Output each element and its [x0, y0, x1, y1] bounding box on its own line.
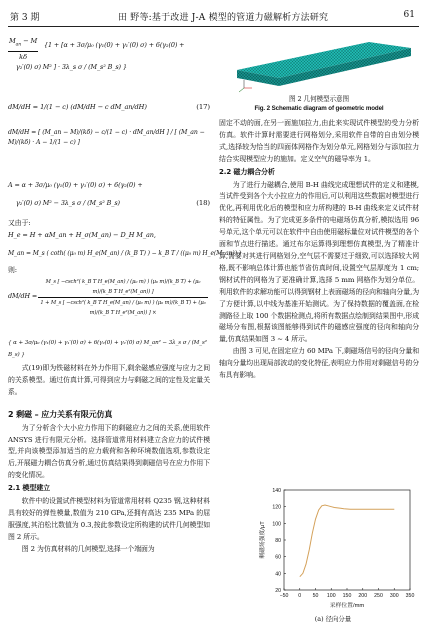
plot-frame — [284, 490, 410, 590]
right-column — [219, 36, 419, 382]
eq18-line1: A = α + 3σ/μ₀ (γ₁(0) + γ₁′(0) σ) + 6(γ₂(0) + — [8, 181, 143, 189]
eq17-body: dM/dH = 1/(1 − c) (dM/dH − c dM_an/dH) — [8, 103, 147, 111]
x-tick-label: 250 — [374, 593, 383, 599]
figure-3a-subcaption: (a) 径向分量 — [314, 615, 352, 623]
y-tick-label: 40 — [275, 571, 281, 578]
paragraph-boundary-conditions: 固定不动的面,在另一面施加拉力,由此来实现试件模型的受力分析仿真。软件计算时需要进行网格划分,采用软件自带的自由划分模式,选择较为恰当的四面体网格作为划分单元,网格划分与添加拉力结合实现模型应力的施加。定义空气的磁导率为 1。 — [219, 119, 419, 163]
y-axis-label: 剩磁场强度/μT — [260, 521, 266, 559]
eq17-number: (17) — [196, 103, 210, 111]
header-rule — [8, 26, 419, 27]
series-line — [300, 505, 395, 577]
left-column — [8, 36, 241, 556]
y-tick-label: 100 — [272, 521, 281, 528]
man-equation: M_an = M_s ( coth( (μ₀ m) H_e(M_an) / (k_B T) ) − k_B T / ((μ₀ m) H_e(M_an)) ) — [8, 250, 241, 257]
equation-17 — [8, 98, 210, 124]
y-tick-label: 80 — [275, 538, 281, 544]
x-tick-label: 150 — [342, 593, 352, 599]
x-axis-label: 采样位置/mm — [329, 603, 365, 609]
eq16-line2: γ₂′(0) σ) M² ] · 3λ_s σ / (M_s² B_s) } — [16, 63, 127, 71]
y-tick-label: 140 — [272, 488, 281, 494]
figure-2 — [219, 36, 419, 94]
eq18-line2: γ₂′(0) σ) M² − 3λ_s σ / (M_s² B_s) — [16, 199, 120, 207]
equation-17b — [8, 124, 210, 178]
paragraph-sec2-intro: 为了分析含个大小应力作用下的剩磁应力之间的关系,使用软件 ANSYS 进行有限元分析。选择管道常用材料建立含应力的试件模型,并向该模型添加适当的应力载荷和各种环境数值选项,参数设定后,开展磁力耦合仿真分析,通过仿真结果得到剩磁信号在应力作用下的变化情况。 — [8, 423, 210, 480]
eq17b-body: dM/dH = [ (M_an − M)/(kδ) − c/(1 − c) · dM_an/dH ] / [ (M_an − M)/(kδ) · A − 1/(1 − c) ] — [8, 129, 205, 146]
running-title: 田 野等:基于改进 J-A 模型的管道力磁解析方法研究 — [118, 13, 329, 23]
section-2-1-heading: 2.1 模型建立 — [8, 484, 51, 493]
eq18-number: (18) — [196, 199, 210, 207]
section-2-2-heading: 2.2 磁力耦合分析 — [219, 167, 275, 176]
eq19-numerator: M_s [ −csch²( k_B T H_e(M_an) / (μ₀ m) ) (μ₀ m)/(k_B T) + (μ₀ m)/(k_B T H_e²(M_an)) ] — [38, 277, 208, 298]
figure-2-caption-en: Fig. 2 Schematic diagram of geometric model — [254, 105, 384, 112]
x-tick-label: 300 — [389, 593, 399, 599]
y-tick-label: 120 — [272, 504, 281, 511]
y-tick-label: 60 — [275, 554, 281, 561]
paragraph-magnetomechanical: 为了进行力磁耦合,使用 B-H 曲线完成理想试件的定义和建模,当试件受到各个大小拉应力的作用后,可以利用这些数据对模型进行优化,再利用优化后的模型和应力所构建的 B-H 曲线来定义试件材料的特征属性。为了完成更多条件的电磁场仿真分析,模拟选用 96 号单元,这个单元可以在软件中自由使用磁标量位对试件模型的各个面和节点进行描述。通过布尔运算得到理想仿真模型,为了精准计算,需要对其进行网格划分,空气层不需要过于细致,可以选择较大网格,既不影响总体计算也能节省仿真时间,设置空气层厚度为 1 cm;钢材试件的网格为了更准确计算,选择 5 mm 网格作为划分单位。利用软件的求解功能可以得到钢材上表面磁场的径向和轴向分量,为了方便计算,以中线为基准开始测试。为了保持数据的覆盖面,在检测路径上取 100 个数据检测点,将所有数据点绘制到结果图中,形成磁场分布图,根据该图能够得到试件的磁感应强度的径向和轴向分量,仿真结果如图 3 ~ 4 所示。 — [219, 180, 419, 344]
figure-3a — [248, 482, 418, 627]
youzhu-text: 又由于: — [8, 219, 31, 227]
eq-var-m: M — [30, 37, 38, 45]
x-tick-label: 50 — [312, 593, 319, 599]
he-equation: H_e = H + αM_an + H_σ(M_an) − D_H M_an, — [8, 231, 156, 239]
figure-2-caption-cn: 图 2 几何模型示意图 — [288, 95, 350, 103]
page-number: 61 — [403, 10, 415, 20]
section-2-heading: 2 剩磁 – 应力关系有限元仿真 — [8, 409, 113, 419]
x-tick-label: 0 — [298, 593, 302, 599]
ze-text: 则: — [8, 266, 18, 274]
equation-16-continuation: $M_{an} - M$ kδ {1 + [α + 3σ/μ₀ (γ₁(0) + γ₁′(0) σ) + 6(γ₂(0) + γ₂′(0) σ) M² ] · 3λ_s σ / (M_s² B_s) } — [8, 36, 210, 98]
paragraph-fig3-description: 由图 3 可见,在固定应力 60 MPa 下,剩磁场信号的径向分量和轴向分量均出现局部波动的变化特征,表明应力作用对剩磁信号的分布具有影响。 — [219, 347, 419, 380]
paragraph-fig2-start: 图 2 为仿真材料的几何模型,选择一个端面为 — [21, 544, 155, 553]
residual-field-chart — [248, 482, 418, 617]
paragraph-model-material: 软件中的设置试件模型材料为管道常用材料 Q235 钢,这种材料具有较好的弹性模量,数值为 210 GPa,还拥有高达 235 MPa 的屈服强度,其泊松比数值为 0.3,按此参数设定所构建的试件几何模型如图 2 所示。 — [8, 497, 210, 541]
equation-18 — [8, 178, 210, 218]
issue-number: 第 3 期 — [10, 13, 40, 23]
equation-19: dM/dH = M_s [ −csch²( k_B T H_e(M_an) / (μ₀ m) ) (μ₀ m)/(k_B T) + (μ₀ m)/(k_B T H_e²(M_an)) ] 1 + M_s [ −csch²( k_B T H_e(M_an) / (μ₀ m) ) (μ₀ m)/(k_B T) + (μ₀ m)/(k_B T H_e²(M_an)) ] × — [8, 277, 210, 337]
x-tick-label: 100 — [326, 593, 336, 599]
geometric-model-image — [219, 36, 419, 94]
x-tick-label: 350 — [405, 593, 415, 599]
paragraph-eq19-explanation: 式(19)即为铁磁材料在外力作用下,剩余磁感应强度与应力之间的关系模型。通过仿真计算,可得到应力与剩磁之间的定性及定量关系。 — [8, 364, 210, 396]
y-tick-label: 20 — [275, 588, 281, 594]
eq19-denominator: 1 + M_s [ −csch²( k_B T H_e(M_an) / (μ₀ m) ) (μ₀ m)/(k_B T) + (μ₀ m)/(k_B T H_e²(M_an)) ] × — [40, 300, 206, 316]
x-tick-label: 200 — [358, 593, 368, 599]
eq19-tail: { α + 3σ/μ₀ (γ₁(0) + γ₁′(0) σ) + 6(γ₂(0) + γ₂′(0) σ) M_an² − 3λ_s σ / (M_s² B_s) } — [8, 340, 207, 358]
x-tick-label: −50 — [279, 593, 289, 599]
eq16-line1: {1 + [α + 3σ/μ₀ (γ₁(0) + γ₁′(0) σ) + 6(γ₂(0) + — [44, 41, 185, 49]
